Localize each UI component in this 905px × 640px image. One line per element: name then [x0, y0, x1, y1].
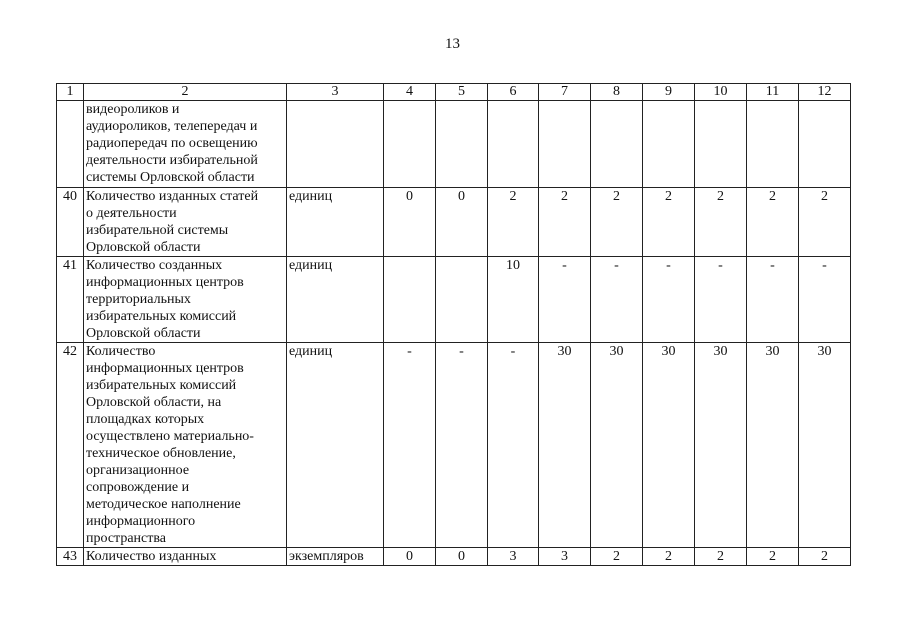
- indicator-text-line: деятельности избирательной: [86, 153, 258, 168]
- value-cell: 2: [643, 188, 695, 257]
- header-cell: 5: [436, 84, 488, 101]
- header-cell: 6: [488, 84, 539, 101]
- value-cell: [488, 101, 539, 188]
- indicator-name-cell: [84, 188, 287, 257]
- value-cell: 0: [384, 188, 436, 257]
- value-cell: [643, 101, 695, 188]
- value-cell: [591, 101, 643, 188]
- header-cell: 9: [643, 84, 695, 101]
- indicator-text-line: Количество: [86, 344, 156, 359]
- value-cell: 2: [539, 188, 591, 257]
- value-cell: 2: [591, 188, 643, 257]
- table-row: [57, 188, 851, 257]
- value-cell: -: [747, 257, 799, 343]
- indicator-text-line: осуществлено материально-: [86, 429, 254, 444]
- value-cell: 2: [695, 548, 747, 566]
- unit-cell: единиц: [287, 188, 384, 257]
- indicator-text-line: информационного: [86, 514, 196, 529]
- header-cell: 8: [591, 84, 643, 101]
- value-cell: 3: [539, 548, 591, 566]
- indicator-text-line: Орловской области, на: [86, 395, 222, 410]
- header-cell: 4: [384, 84, 436, 101]
- indicator-text-line: аудиороликов, телепередач и: [86, 119, 258, 134]
- indicator-text-line: пространства: [86, 531, 167, 546]
- value-cell: [539, 101, 591, 188]
- indicators-table: [56, 83, 851, 566]
- indicator-text-line: видеороликов и: [86, 102, 180, 117]
- value-cell: -: [695, 257, 747, 343]
- indicator-text-line: Орловской области: [86, 240, 201, 255]
- value-cell: 2: [591, 548, 643, 566]
- indicator-text-line: избирательных комиссий: [86, 378, 237, 393]
- indicator-text-line: радиопередач по освещению: [86, 136, 258, 151]
- row-number-cell: [57, 101, 84, 188]
- row-number-cell: 41: [57, 257, 84, 343]
- value-cell: -: [799, 257, 851, 343]
- table-row: [57, 101, 851, 188]
- value-cell: [799, 101, 851, 188]
- table-header-row: [57, 84, 851, 101]
- unit-cell: экземпляров: [287, 548, 384, 566]
- value-cell: 30: [695, 343, 747, 548]
- indicator-name-cell: [84, 548, 287, 566]
- value-cell: [747, 101, 799, 188]
- value-cell: 2: [799, 548, 851, 566]
- value-cell: 0: [436, 188, 488, 257]
- value-cell: 30: [591, 343, 643, 548]
- header-cell: 12: [799, 84, 851, 101]
- indicator-text-line: Количество созданных: [86, 258, 223, 273]
- value-cell: 2: [488, 188, 539, 257]
- value-cell: -: [488, 343, 539, 548]
- value-cell: 30: [643, 343, 695, 548]
- page-number: 13: [445, 36, 460, 52]
- unit-cell: единиц: [287, 257, 384, 343]
- value-cell: 2: [643, 548, 695, 566]
- value-cell: [384, 257, 436, 343]
- indicator-text-line: Орловской области: [86, 326, 201, 341]
- indicator-text-line: техническое обновление,: [86, 446, 236, 461]
- table-row: [57, 257, 851, 343]
- indicator-name-cell: [84, 343, 287, 548]
- header-cell: 11: [747, 84, 799, 101]
- indicator-text-line: информационных центров: [86, 275, 244, 290]
- indicator-text-line: организационное: [86, 463, 190, 478]
- value-cell: 30: [747, 343, 799, 548]
- header-cell: 3: [287, 84, 384, 101]
- value-cell: 2: [747, 188, 799, 257]
- header-cell: 10: [695, 84, 747, 101]
- indicator-text-line: о деятельности: [86, 206, 177, 221]
- indicator-text-line: территориальных: [86, 292, 191, 307]
- value-cell: 0: [384, 548, 436, 566]
- value-cell: 3: [488, 548, 539, 566]
- indicator-name-cell: [84, 257, 287, 343]
- indicator-text-line: Количество изданных статей: [86, 189, 259, 204]
- row-number-cell: 43: [57, 548, 84, 566]
- indicator-text-line: Количество изданных: [86, 549, 217, 564]
- value-cell: -: [643, 257, 695, 343]
- indicator-text-line: избирательных комиссий: [86, 309, 237, 324]
- value-cell: 0: [436, 548, 488, 566]
- row-number-cell: 42: [57, 343, 84, 548]
- value-cell: -: [384, 343, 436, 548]
- value-cell: 10: [488, 257, 539, 343]
- header-cell: 1: [57, 84, 84, 101]
- indicator-name-cell: [84, 101, 287, 188]
- header-cell: 7: [539, 84, 591, 101]
- unit-cell: [287, 101, 384, 188]
- value-cell: [436, 257, 488, 343]
- value-cell: -: [539, 257, 591, 343]
- value-cell: 30: [799, 343, 851, 548]
- value-cell: [384, 101, 436, 188]
- indicator-text-line: сопровождение и: [86, 480, 190, 495]
- indicator-text-line: избирательной системы: [86, 223, 229, 238]
- value-cell: 2: [695, 188, 747, 257]
- indicator-text-line: системы Орловской области: [86, 170, 255, 185]
- indicator-text-line: методическое наполнение: [86, 497, 241, 512]
- table-row: [57, 548, 851, 566]
- table-row: [57, 343, 851, 548]
- header-cell: 2: [84, 84, 287, 101]
- value-cell: -: [591, 257, 643, 343]
- value-cell: 30: [539, 343, 591, 548]
- value-cell: [695, 101, 747, 188]
- value-cell: 2: [747, 548, 799, 566]
- unit-cell: единиц: [287, 343, 384, 548]
- value-cell: 2: [799, 188, 851, 257]
- value-cell: -: [436, 343, 488, 548]
- indicator-text-line: площадках которых: [86, 412, 205, 427]
- value-cell: [436, 101, 488, 188]
- row-number-cell: 40: [57, 188, 84, 257]
- indicator-text-line: информационных центров: [86, 361, 244, 376]
